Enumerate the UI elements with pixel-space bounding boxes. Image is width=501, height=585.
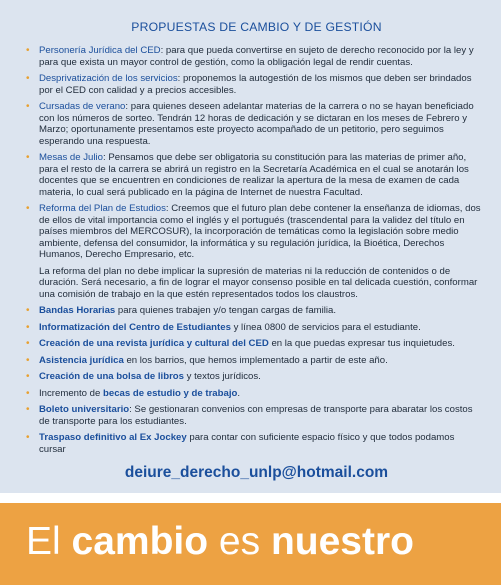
list-item [30,338,483,350]
list-item [30,388,483,400]
page-title: PROPUESTAS DE CAMBIO Y DE GESTIÓN [131,20,382,34]
list-item [30,101,483,147]
slogan-word-bold: cambio [71,520,209,563]
list-item [30,45,483,68]
item-keyword: Traspaso definitivo al Ex Jockey [39,432,187,443]
item-text: en los barrios, que hemos implementado a partir de este año. [123,354,388,366]
divider [0,493,501,503]
slogan [26,522,414,561]
list-item [30,432,483,455]
list-item [30,203,483,261]
list-item [30,404,483,427]
list-item [30,152,483,198]
item-text: : Creemos que el futuro plan debe contener la enseñanza de idiomas, dos de ellos de vital importancia como el inglés y el portugués (trascendental para la validez del título en países miembros del MERCOSUR), la incorporación de temáticas como la legislación sobre medio ambiente, defensa del consumidor, la informática y su regulación jurídica, la Bioética, Derechos Humanos, Derecho Empresario, etc. [39,203,481,260]
item-keyword: Bandas Horarias [39,305,116,316]
item-keyword: Creación de una bolsa de libros [39,371,185,382]
reform-note: La reforma del plan no debe implicar la supresión de materias ni la reducción de contenidos o de duración. Será necesario, a fin de lograr el mayor consenso posible en tal delicada cuestión, conformar una comisión de trabajo en la que estén representados todos los claustros. [39,265,478,300]
item-keyword: Desprivatización de los servicios [39,73,178,84]
item-text: en la que puedas expresar tus inquietudes. [268,338,455,349]
item-keyword: Creación de una revista jurídica y cultural del CED [39,338,269,349]
item-keyword: Asistencia jurídica [39,354,124,366]
item-keyword: Mesas de Julio [39,152,103,163]
list-item [30,305,483,317]
item-keyword: Informatización del Centro de Estudiantes [39,321,231,333]
item-text: : proponemos la autogestión de los mismos que deben ser brindados por el CED con calidad y a precios accesibles. [39,73,472,96]
slogan-word: es [208,520,271,563]
item-text: y línea 0800 de servicios para el estudiante. [230,321,421,333]
item-text: : Pensamos que debe ser obligatoria su constitución para las materias de primer año, para el resto de la carrera se abrirá un registro en la Secretaría Académica en el cual se anotarán los docentes que se encuentren en condiciones de realizar la apertura de la mesa de examen de cada materia, lo cual será publicado en la página de Internet de nuestra Facultad. [39,152,469,198]
item-pre: Incremento de [39,387,103,399]
contact-email: deiure_derecho_unlp@hotmail.com [124,464,389,481]
item-keyword: Cursadas de verano [39,101,126,112]
list-item [30,322,483,334]
item-text: : para que pueda convertirse en sujeto de derecho reconocido por la ley y para que exista un mayor control de gestión, como la obligación legal de rendir cuentas. [39,45,474,68]
slogan-word: El [26,520,72,563]
item-text: para contar con suficiente espacio físico y que todos podamos cursar [39,432,455,455]
list-item [30,355,483,367]
list-item [30,371,483,383]
item-keyword: Reforma del Plan de Estudios [39,203,166,214]
list-item [30,73,483,96]
item-keyword: becas de estudio y de trabajo [103,387,238,399]
item-text: . [237,387,241,399]
item-text: : Se gestionaran convenios con empresas de transporte para abaratar los costos de transporte para los estudiantes. [39,404,473,427]
item-text: : para quienes deseen adelantar materias de la carrera o no se hayan beneficiado con los números de sorteo. Tendrán 12 horas de dedicación y se dictaran en los meses de Febrero y Marzo; oportunamente presentamos este proyecto acompañado de un petitorio, pero seguimos esperando una respuesta. [39,101,474,147]
item-keyword: Personería Jurídica del CED [39,45,161,56]
item-text: y textos jurídicos. [184,371,261,382]
slogan-word-bold: nuestro [270,520,414,563]
item-text: para quienes trabajen y/o tengan cargas de familia. [115,305,337,316]
item-keyword: Boleto universitario [39,404,130,415]
